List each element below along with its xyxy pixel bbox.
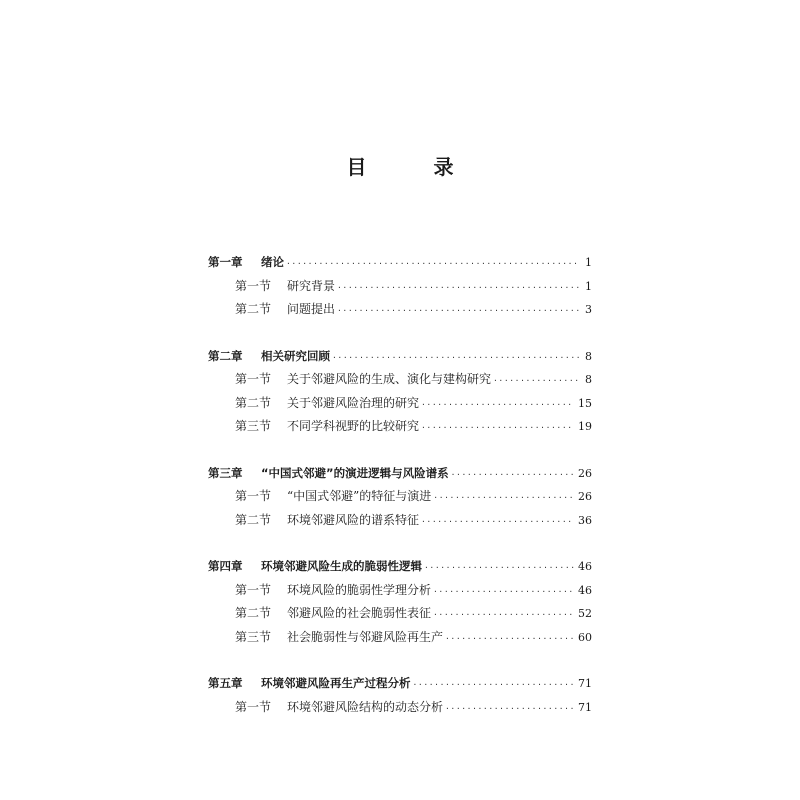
page-number: 71	[578, 677, 592, 690]
page-number: 15	[578, 396, 592, 410]
dot-leader	[451, 463, 574, 487]
section-title: 邻避风险的社会脆弱性表征	[287, 606, 432, 620]
dot-leader	[424, 556, 574, 580]
chapter-label: 第四章	[208, 559, 243, 573]
page-number: 26	[578, 466, 592, 480]
section-title: 环境风险的脆弱性学理分析	[287, 582, 432, 597]
chapter-title: 环境邻避风险生成的脆弱性逻辑	[261, 559, 422, 573]
section-title: 研究背景	[287, 278, 336, 293]
section-label: 第三节	[235, 629, 272, 644]
toc-section-entry[interactable]	[208, 509, 592, 533]
page-number: 46	[578, 583, 592, 597]
toc-chapter-entry[interactable]	[208, 555, 592, 579]
chapter-group	[208, 462, 592, 533]
section-label: 第一节	[235, 699, 272, 714]
toc-chapter-entry[interactable]	[208, 672, 592, 696]
page-number: 1	[585, 279, 592, 293]
toc-section-entry[interactable]	[208, 415, 592, 439]
toc-section-entry[interactable]	[208, 298, 592, 322]
dot-leader	[337, 299, 580, 323]
section-label: 第二节	[235, 512, 272, 527]
toc-section-entry[interactable]	[208, 275, 592, 299]
page-number: 8	[585, 349, 592, 363]
dot-leader	[493, 369, 580, 393]
chapter-label: 第二章	[208, 348, 243, 363]
dot-leader	[337, 276, 580, 300]
toc-section-entry[interactable]	[208, 696, 592, 720]
section-title: 关于邻避风险治理的研究	[287, 395, 420, 410]
page-number: 19	[578, 420, 592, 433]
dot-leader	[445, 627, 574, 651]
toc-chapter-entry[interactable]	[208, 462, 592, 486]
chapter-title: 相关研究回顾	[261, 348, 330, 363]
toc-chapter-entry[interactable]	[208, 251, 592, 275]
toc-section-entry[interactable]	[208, 392, 592, 416]
page-number: 71	[578, 700, 592, 714]
section-title: 社会脆弱性与邻避风险再生产	[287, 629, 444, 644]
dot-leader	[332, 346, 580, 370]
dot-leader	[433, 486, 574, 510]
section-label: 第一节	[235, 372, 272, 386]
page-number: 3	[585, 303, 592, 316]
section-title: 环境邻避风险的谱系特征	[287, 512, 420, 527]
dot-leader	[421, 416, 574, 440]
section-title: 问题提出	[287, 302, 336, 316]
dot-leader	[421, 393, 574, 417]
page-number: 8	[585, 373, 592, 386]
section-label: 第二节	[235, 606, 272, 620]
dot-leader	[286, 252, 580, 276]
toc-section-entry[interactable]	[208, 485, 592, 509]
page-number: 46	[578, 560, 592, 573]
page-number: 52	[578, 607, 592, 620]
chapter-group	[208, 672, 592, 719]
table-of-contents	[208, 251, 592, 742]
dot-leader	[433, 603, 574, 627]
toc-chapter-entry[interactable]	[208, 345, 592, 369]
chapter-label: 第三章	[208, 465, 243, 480]
toc-section-entry[interactable]	[208, 626, 592, 650]
dot-leader	[413, 673, 575, 697]
section-title: “中国式邻避”的特征与演进	[287, 489, 432, 503]
section-label: 第二节	[235, 302, 272, 316]
chapter-group	[208, 345, 592, 439]
section-title: 环境邻避风险结构的动态分析	[287, 699, 444, 714]
chapter-title: “中国式邻避”的演进逻辑与风险谱系	[261, 465, 449, 480]
section-label: 第二节	[235, 395, 272, 410]
toc-section-entry[interactable]	[208, 602, 592, 626]
dot-leader	[421, 510, 574, 534]
section-title: 关于邻避风险的生成、演化与建构研究	[287, 372, 492, 386]
section-label: 第一节	[235, 278, 272, 293]
chapter-label: 第五章	[208, 676, 243, 690]
page-number: 36	[578, 513, 592, 527]
page-number: 1	[585, 256, 592, 269]
toc-section-entry[interactable]	[208, 368, 592, 392]
page-number: 26	[578, 490, 592, 503]
page-title: 目 录	[346, 155, 484, 179]
section-label: 第三节	[235, 419, 272, 433]
dot-leader	[445, 697, 574, 721]
section-label: 第一节	[235, 489, 272, 503]
chapter-title: 绪论	[261, 255, 284, 269]
page-number: 60	[578, 630, 592, 644]
section-title: 不同学科视野的比较研究	[287, 419, 420, 433]
dot-leader	[433, 580, 574, 604]
chapter-title: 环境邻避风险再生产过程分析	[261, 676, 411, 690]
toc-section-entry[interactable]	[208, 579, 592, 603]
chapter-group	[208, 555, 592, 649]
section-label: 第一节	[235, 582, 272, 597]
chapter-label: 第一章	[208, 255, 243, 269]
chapter-group	[208, 251, 592, 322]
